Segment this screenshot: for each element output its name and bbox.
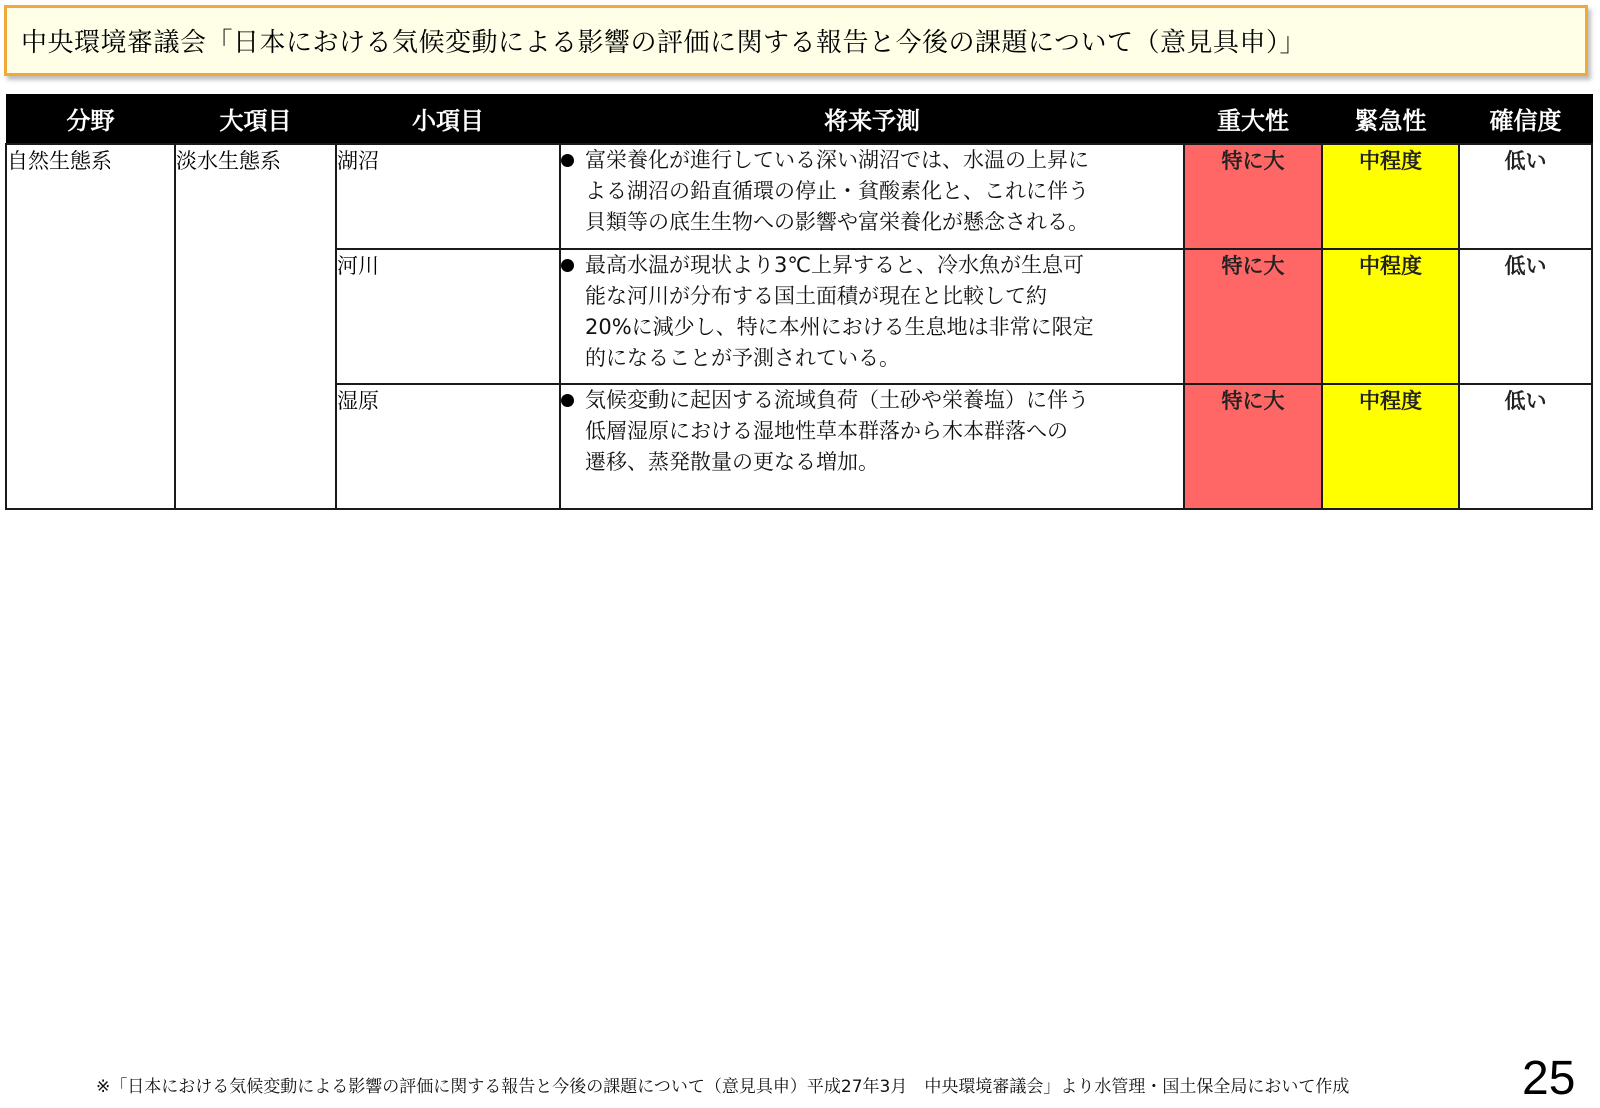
header-urgency: 緊急性 bbox=[1322, 94, 1459, 144]
field-cell: 自然生態系 bbox=[6, 144, 175, 509]
subcategory-cell: 河川 bbox=[336, 249, 560, 384]
prediction-line: 最高水温が現状より3℃上昇すると、冷水魚が生息可 bbox=[585, 253, 1084, 277]
header-prediction: 将来予測 bbox=[560, 94, 1184, 144]
bullet-icon bbox=[561, 154, 574, 167]
page-title: 中央環境審議会「日本における気候変動による影響の評価に関する報告と今後の課題について（意見具申）」 bbox=[21, 28, 1306, 58]
urgency-cell: 中程度 bbox=[1322, 384, 1459, 509]
severity-cell: 特に大 bbox=[1184, 249, 1322, 384]
title-box bbox=[4, 5, 1588, 76]
prediction-line: 20%に減少し、特に本州における生息地は非常に限定 bbox=[585, 315, 1094, 339]
subcategory-cell: 湿原 bbox=[336, 384, 560, 509]
header-confidence: 確信度 bbox=[1459, 94, 1592, 144]
prediction-line: 気候変動に起因する流域負荷（土砂や栄養塩）に伴う bbox=[585, 388, 1089, 412]
header-field: 分野 bbox=[6, 94, 175, 144]
bullet-icon bbox=[561, 394, 574, 407]
prediction-item bbox=[561, 145, 1183, 238]
prediction-line: 貝類等の底生生物への影響や富栄養化が懸念される。 bbox=[585, 210, 1089, 234]
severity-cell: 特に大 bbox=[1184, 384, 1322, 509]
prediction-line: よる湖沼の鉛直循環の停止・貧酸素化と、これに伴う bbox=[585, 179, 1089, 203]
prediction-cell bbox=[560, 144, 1184, 249]
bullet-icon bbox=[561, 259, 574, 272]
page-number: 25 bbox=[1522, 1052, 1576, 1105]
confidence-cell: 低い bbox=[1459, 144, 1592, 249]
confidence-cell: 低い bbox=[1459, 384, 1592, 509]
prediction-line: 能な河川が分布する国土面積が現在と比較して約 bbox=[585, 284, 1047, 308]
prediction-line: 富栄養化が進行している深い湖沼では、水温の上昇に bbox=[585, 148, 1089, 172]
header-category: 大項目 bbox=[175, 94, 336, 144]
prediction-cell bbox=[560, 384, 1184, 509]
table-row bbox=[6, 144, 1592, 249]
confidence-cell: 低い bbox=[1459, 249, 1592, 384]
table-header-row bbox=[6, 94, 1592, 144]
subcategory-cell: 湖沼 bbox=[336, 144, 560, 249]
urgency-cell: 中程度 bbox=[1322, 249, 1459, 384]
urgency-cell: 中程度 bbox=[1322, 144, 1459, 249]
prediction-item bbox=[561, 250, 1183, 374]
header-severity: 重大性 bbox=[1184, 94, 1322, 144]
severity-cell: 特に大 bbox=[1184, 144, 1322, 249]
category-cell: 淡水生態系 bbox=[175, 144, 336, 509]
prediction-line: 遷移、蒸発散量の更なる増加。 bbox=[585, 450, 879, 474]
header-subcategory: 小項目 bbox=[336, 94, 560, 144]
source-note: ※「日本における気候変動による影響の評価に関する報告と今後の課題について（意見具申）平成27年3月 中央環境審議会」より水管理・国土保全局において作成 bbox=[96, 1077, 1350, 1097]
prediction-line: 低層湿原における湿地性草本群落から木本群落への bbox=[585, 419, 1068, 443]
prediction-cell bbox=[560, 249, 1184, 384]
prediction-item bbox=[561, 385, 1183, 478]
prediction-line: 的になることが予測されている。 bbox=[585, 346, 900, 370]
impact-assessment-table bbox=[5, 94, 1593, 510]
